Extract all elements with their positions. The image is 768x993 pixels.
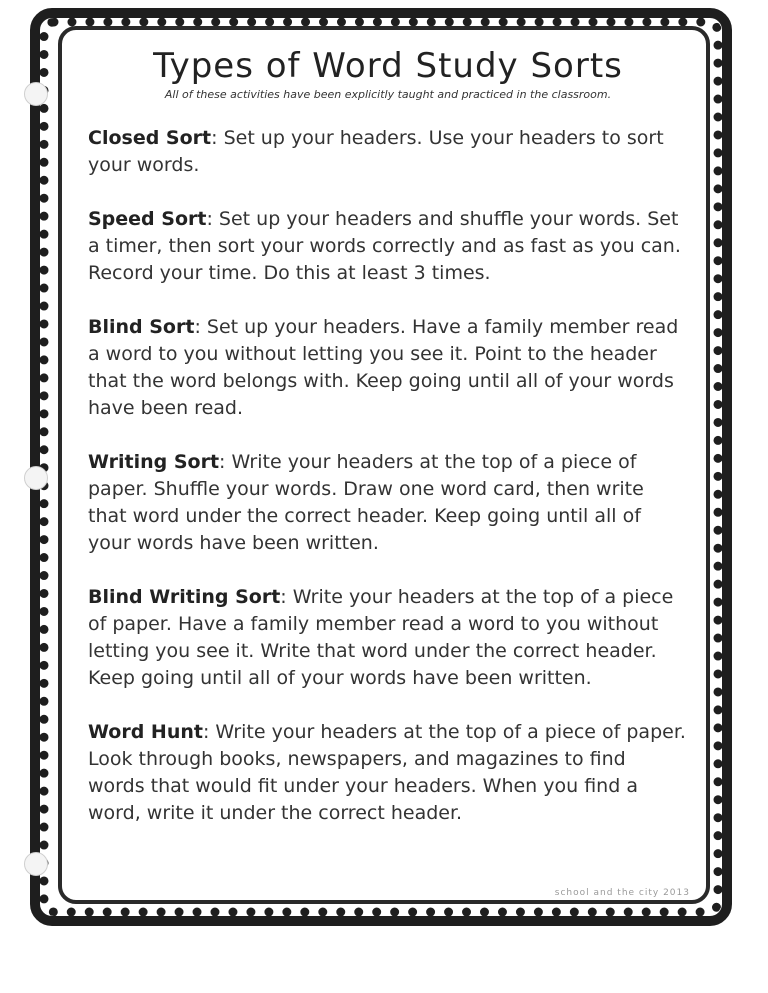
sort-description: : Write your headers at the top of a piece of paper. Look through books, newspapers, and magazines to find words that would fit under your headers. When you find a word, write it under the correct header. <box>88 721 686 824</box>
sort-description: : Write your headers at the top of a piece of paper. Have a family member read a word to you without letting you see it. Write that word under the correct header. Keep going until all of your words have been written. <box>88 586 674 689</box>
worksheet-content <box>88 44 688 854</box>
sort-blind <box>88 314 688 422</box>
page-subtitle: All of these activities have been explicitly taught and practiced in the classroom. <box>164 88 612 101</box>
sort-writing <box>88 449 688 557</box>
page-title: Types of Word Study Sorts <box>153 46 623 86</box>
sort-name: Blind Sort <box>88 316 195 338</box>
punch-hole-top <box>24 82 48 106</box>
sort-blind-writing <box>88 584 688 692</box>
sort-description: : Set up your headers and shuffle your words. Set a timer, then sort your words correctly and as fast as you can. Record your time. Do this at least 3 times. <box>88 208 681 284</box>
credit-text: school and the city 2013 <box>554 888 690 898</box>
sort-speed <box>88 206 688 287</box>
punch-hole-middle <box>24 466 48 490</box>
sort-name: Word Hunt <box>88 721 203 743</box>
sort-name: Speed Sort <box>88 208 207 230</box>
sort-description: : Set up your headers. Have a family member read a word to you without letting you see it. Point to the header that the word belongs with. Keep going until all of your words have been read. <box>88 316 679 419</box>
sort-word-hunt <box>88 719 688 827</box>
sort-name: Closed Sort <box>88 127 212 149</box>
sort-name: Blind Writing Sort <box>88 586 281 608</box>
sort-description: : Set up your headers. Use your headers to sort your words. <box>88 127 664 176</box>
sort-closed <box>88 125 688 179</box>
sort-description: : Write your headers at the top of a piece of paper. Shuffle your words. Draw one word card, then write that word under the correct header. Keep going until all of your words have been written. <box>88 451 644 554</box>
punch-hole-bottom <box>24 852 48 876</box>
sort-name: Writing Sort <box>88 451 220 473</box>
